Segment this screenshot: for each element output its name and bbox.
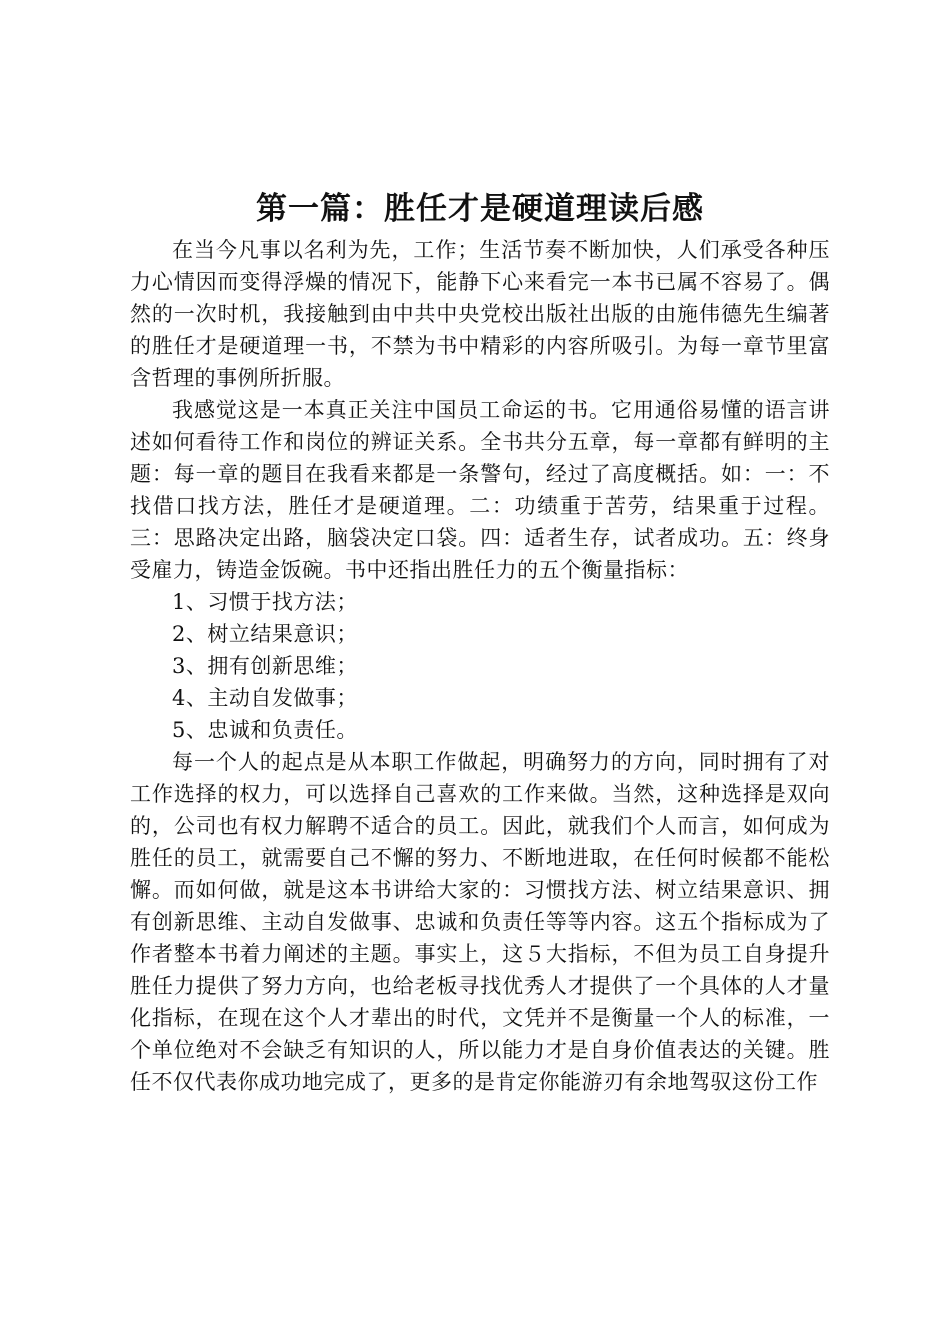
document-title: 第一篇：胜任才是硬道理读后感: [256, 191, 704, 227]
document-page: [130, 186, 830, 1098]
indicator-list: [130, 586, 830, 746]
paragraph-closing: 每一个人的起点是从本职工作做起，明确努力的方向，同时拥有了对工作选择的权力，可以选择自己喜欢的工作来做。当然，这种选择是双向的，公司也有权力解聘不适合的员工。因此，就我们个人而言，如何成为胜任的员工，就需要自己不懈的努力、不断地进取，在任何时候都不能松懈。而如何做，就是这本书讲给大家的：习惯找方法、树立结果意识、拥有创新思维、主动自发做事、忠诚和负责任等等内容。这五个指标成为了作者整本书着力阐述的主题。事实上，这５大指标，不但为员工自身提升胜任力提供了努力方向，也给老板寻找优秀人才提供了一个具体的人才量化指标，在现在这个人才辈出的时代，文凭并不是衡量一个人的标准，一个单位绝对不会缺乏有知识的人，所以能力才是自身价值表达的关键。胜任不仅代表你成功地完成了，更多的是肯定你能游刃有余地驾驭这份工作: [130, 750, 830, 1094]
list-item: 2、树立结果意识；: [172, 622, 358, 646]
list-item: 1、习惯于找方法；: [172, 590, 358, 614]
list-item: 3、拥有创新思维；: [172, 654, 358, 678]
list-item: 5、忠诚和负责任。: [172, 718, 358, 742]
list-item: 4、主动自发做事；: [172, 686, 358, 710]
paragraph-overview: 我感觉这是一本真正关注中国员工命运的书。它用通俗易懂的语言讲述如何看待工作和岗位的辨证关系。全书共分五章，每一章都有鲜明的主题：每一章的题目在我看来都是一条警句，经过了高度概括。如：一：不找借口找方法，胜任才是硬道理。二：功绩重于苦劳，结果重于过程。三：思路决定出路，脑袋决定口袋。四：适者生存，试者成功。五：终身受雇力，铸造金饭碗。书中还指出胜任力的五个衡量指标：: [130, 398, 830, 582]
paragraph-intro: 在当今凡事以名利为先，工作；生活节奏不断加快，人们承受各种压力心情因而变得浮燥的情况下，能静下心来看完一本书已属不容易了。偶然的一次时机，我接触到由中共中央党校出版社出版的由施伟德先生编著的胜任才是硬道理一书，不禁为书中精彩的内容所吸引。为每一章节里富含哲理的事例所折服。: [130, 238, 830, 390]
